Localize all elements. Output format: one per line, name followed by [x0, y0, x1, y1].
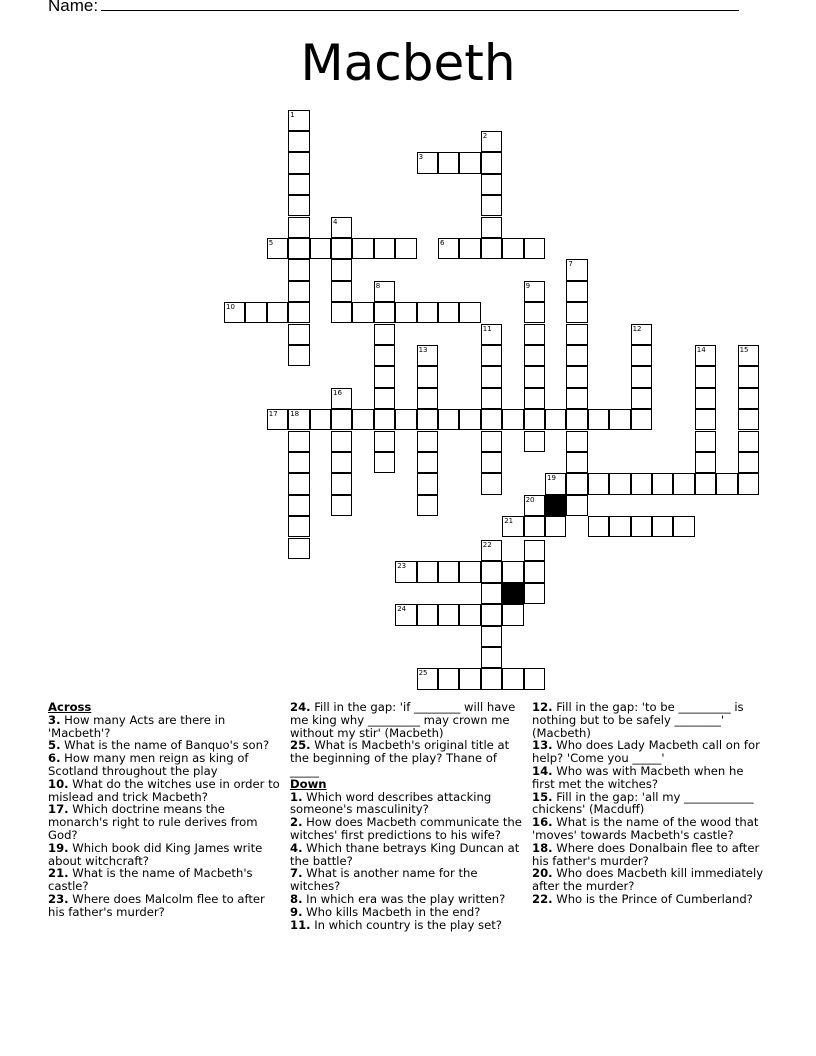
grid-cell[interactable]	[331, 473, 352, 494]
grid-cell[interactable]	[502, 561, 523, 582]
clue-column-3	[532, 701, 766, 906]
clue-number: 23	[397, 562, 407, 571]
clue-item	[532, 765, 766, 791]
grid-cell[interactable]	[331, 388, 352, 409]
grid-cell[interactable]	[417, 473, 438, 494]
grid-cell[interactable]	[331, 259, 352, 280]
grid-cell[interactable]	[738, 452, 759, 473]
clue-num: 18.	[532, 840, 553, 855]
grid-cell[interactable]	[417, 152, 438, 173]
clue-item	[290, 919, 524, 932]
grid-cell[interactable]	[288, 259, 309, 280]
grid-cell[interactable]	[374, 324, 395, 345]
grid-cell[interactable]	[738, 473, 759, 494]
clue-number: 24	[397, 605, 407, 614]
grid-cell[interactable]	[566, 366, 587, 387]
grid-cell[interactable]	[331, 431, 352, 452]
clue-num: 3.	[48, 712, 61, 727]
name-label: Name:	[48, 0, 99, 15]
clue-text: What is the name of Macbeth's castle?	[48, 866, 253, 894]
clue-item	[48, 714, 280, 740]
grid-cell[interactable]	[481, 561, 502, 582]
grid-cell[interactable]	[631, 409, 652, 430]
clue-num: 25.	[290, 738, 311, 753]
clue-num: 12.	[532, 700, 553, 714]
clue-number: 19	[547, 474, 556, 483]
clue-num: 23.	[48, 891, 69, 906]
clue-num: 8.	[290, 891, 303, 906]
grid-cell[interactable]	[288, 217, 309, 238]
clue-text: Which thane betrays King Duncan at the battle?	[290, 840, 520, 868]
grid-cell[interactable]	[374, 409, 395, 430]
clue-text: Who is the Prince of Cumberland?	[552, 891, 753, 906]
grid-cell[interactable]	[631, 324, 652, 345]
clue-text: Where does Donalbain flee to after his father's murder?	[532, 840, 760, 868]
clue-text: How many Acts are there in 'Macbeth'?	[48, 712, 226, 740]
clue-text: Which book did King James write about witchcraft?	[48, 840, 263, 868]
clue-number: 1	[290, 110, 295, 119]
clue-text: What is another name for the witches?	[290, 866, 478, 894]
grid-cell[interactable]	[374, 238, 395, 259]
clue-item	[532, 739, 766, 765]
grid-cell[interactable]	[288, 131, 309, 152]
clue-item	[290, 842, 524, 868]
grid-cell[interactable]	[352, 302, 373, 323]
clue-text: Which doctrine means the monarch's right to rule derives from God?	[48, 802, 258, 842]
clue-number: 7	[568, 260, 573, 269]
grid-cell[interactable]	[524, 495, 545, 516]
clue-item	[290, 867, 524, 893]
grid-cell[interactable]	[374, 281, 395, 302]
clue-num: 14.	[532, 763, 553, 778]
grid-cell[interactable]	[288, 409, 309, 430]
grid-cell[interactable]	[395, 561, 416, 582]
clue-text: In which country is the play set?	[310, 917, 502, 932]
grid-cell[interactable]	[481, 473, 502, 494]
grid-cell[interactable]	[652, 516, 673, 537]
grid-cell[interactable]	[481, 324, 502, 345]
grid-cell[interactable]	[267, 302, 288, 323]
clue-num: 22.	[532, 891, 553, 906]
clue-item	[48, 778, 280, 804]
clue-number: 22	[482, 541, 492, 549]
clue-item	[532, 791, 766, 817]
grid-cell[interactable]	[524, 388, 545, 409]
grid-cell[interactable]	[417, 431, 438, 452]
clue-text: What do the witches use in order to mislead and trick Macbeth?	[48, 776, 280, 804]
down-heading: Down	[290, 776, 327, 791]
grid-cell[interactable]	[438, 409, 459, 430]
clue-num: 9.	[290, 904, 303, 919]
clue-number: 13	[418, 345, 428, 354]
grid-cell[interactable]	[267, 238, 288, 259]
grid-cell[interactable]	[331, 409, 352, 430]
grid-cell[interactable]	[695, 473, 716, 494]
clue-num: 20.	[532, 866, 553, 881]
grid-cell[interactable]	[738, 345, 759, 366]
clue-text: Which word describes attacking someone's masculinity?	[290, 789, 492, 817]
clue-num: 17.	[48, 802, 69, 817]
clue-num: 4.	[290, 840, 303, 855]
clue-text: How many men reign as king of Scotland throughout the play	[48, 751, 249, 778]
grid-cell[interactable]	[738, 431, 759, 452]
clue-num: 1.	[290, 789, 303, 804]
grid-cell[interactable]	[738, 366, 759, 387]
grid-cell[interactable]	[695, 388, 716, 409]
clue-number: 12	[632, 324, 642, 333]
grid-cell[interactable]	[395, 238, 416, 259]
grid-cell[interactable]	[438, 238, 459, 259]
grid-cell[interactable]	[588, 516, 609, 537]
clue-item	[48, 893, 280, 919]
clue-num: 11.	[290, 917, 311, 932]
grid-cell[interactable]	[395, 409, 416, 430]
grid-cell[interactable]	[566, 452, 587, 473]
grid-cell[interactable]	[481, 195, 502, 216]
grid-cell[interactable]	[481, 174, 502, 195]
grid-cell[interactable]	[481, 452, 502, 473]
grid-cell[interactable]	[288, 473, 309, 494]
grid-cell[interactable]	[438, 604, 459, 625]
grid-cell[interactable]	[481, 238, 502, 259]
grid-cell[interactable]	[481, 131, 502, 152]
clue-item	[48, 867, 280, 893]
grid-cell[interactable]	[631, 366, 652, 387]
clue-num: 2.	[290, 815, 303, 830]
grid-cell[interactable]	[631, 345, 652, 366]
grid-cell[interactable]	[331, 217, 352, 238]
grid-cell[interactable]	[417, 345, 438, 366]
clue-item	[48, 842, 280, 868]
clue-text: In which era was the play written?	[302, 891, 506, 906]
clue-number: 14	[696, 345, 706, 354]
grid-cell[interactable]	[459, 668, 480, 689]
clue-text: Who does Lady Macbeth call on for help? 'Come you _____'	[532, 738, 760, 766]
clue-item	[532, 893, 766, 906]
grid-cell[interactable]	[609, 473, 630, 494]
grid-cell[interactable]	[331, 495, 352, 516]
grid-cell[interactable]	[524, 238, 545, 259]
clue-num: 7.	[290, 866, 303, 881]
grid-cell[interactable]	[738, 388, 759, 409]
grid-cell[interactable]	[545, 473, 566, 494]
grid-cell[interactable]	[566, 495, 587, 516]
clue-item	[532, 842, 766, 868]
grid-cell[interactable]	[438, 302, 459, 323]
grid-cell[interactable]	[524, 561, 545, 582]
grid-cell[interactable]	[566, 473, 587, 494]
grid-cell[interactable]	[716, 473, 737, 494]
grid-cell[interactable]	[459, 561, 480, 582]
down-clue-list-continued	[532, 701, 766, 906]
grid-cell[interactable]	[481, 431, 502, 452]
grid-cell[interactable]	[609, 516, 630, 537]
grid-cell[interactable]	[267, 409, 288, 430]
grid-cell[interactable]	[438, 668, 459, 689]
clue-num: 21.	[48, 866, 69, 881]
down-clue-list	[290, 791, 524, 932]
grid-cell[interactable]	[566, 431, 587, 452]
clue-number: 8	[375, 281, 381, 290]
grid-cell[interactable]	[502, 409, 523, 430]
clue-number: 25	[418, 669, 428, 678]
grid-cell[interactable]	[545, 516, 566, 537]
clue-item	[290, 816, 524, 842]
grid-cell[interactable]	[288, 516, 309, 537]
grid-cell[interactable]	[502, 238, 523, 259]
clue-number: 17	[268, 410, 278, 419]
page-title: Macbeth	[300, 34, 516, 92]
clue-number: 2	[482, 131, 488, 140]
clue-number: 20	[525, 495, 535, 504]
grid-cell[interactable]	[374, 366, 395, 387]
grid-cell[interactable]	[524, 324, 545, 345]
clue-number: 4	[333, 217, 338, 226]
grid-cell[interactable]	[288, 302, 309, 323]
grid-cell[interactable]	[566, 259, 587, 280]
grid-cell[interactable]	[545, 409, 566, 430]
grid-cell[interactable]	[352, 238, 373, 259]
grid-cell[interactable]	[288, 324, 309, 345]
clue-number: 9	[525, 281, 531, 290]
grid-cell[interactable]	[288, 195, 309, 216]
grid-cell[interactable]	[288, 110, 309, 131]
grid-cell[interactable]	[695, 431, 716, 452]
grid-cell[interactable]	[331, 302, 352, 323]
grid-cell[interactable]	[417, 561, 438, 582]
clue-number: 10	[226, 303, 235, 312]
grid-cell[interactable]	[481, 366, 502, 387]
grid-cell[interactable]	[481, 540, 502, 561]
blocked-cell	[502, 583, 523, 604]
grid-cell[interactable]	[459, 409, 480, 430]
clue-text: Who kills Macbeth in the end?	[302, 904, 481, 919]
grid-cell[interactable]	[438, 152, 459, 173]
grid-cell[interactable]	[331, 452, 352, 473]
grid-cell[interactable]	[288, 238, 309, 259]
clue-column-1	[48, 701, 280, 919]
clue-item	[532, 816, 766, 842]
clue-num: 5.	[48, 738, 61, 753]
clue-num: 24.	[290, 700, 311, 714]
grid-cell[interactable]	[417, 495, 438, 516]
grid-cell[interactable]	[566, 324, 587, 345]
grid-cell[interactable]	[288, 152, 309, 173]
grid-cell[interactable]	[331, 238, 352, 259]
grid-cell[interactable]	[245, 302, 266, 323]
clue-number: 6	[440, 238, 445, 247]
across-clue-list	[48, 714, 280, 919]
grid-cell[interactable]	[417, 604, 438, 625]
grid-cell[interactable]	[459, 604, 480, 625]
grid-cell[interactable]	[566, 281, 587, 302]
grid-cell[interactable]	[673, 516, 694, 537]
grid-cell[interactable]	[481, 152, 502, 173]
clue-column-2	[290, 701, 524, 931]
grid-cell[interactable]	[417, 302, 438, 323]
clue-number: 5	[268, 238, 274, 247]
grid-cell[interactable]	[695, 409, 716, 430]
clue-item	[290, 701, 524, 739]
grid-cell[interactable]	[417, 388, 438, 409]
grid-cell[interactable]	[288, 281, 309, 302]
grid-cell[interactable]	[524, 668, 545, 689]
clue-text: Who does Macbeth kill immediately after the murder?	[532, 866, 764, 894]
grid-cell[interactable]	[695, 452, 716, 473]
grid-cell[interactable]	[524, 540, 545, 561]
clue-num: 16.	[532, 815, 553, 830]
clue-item	[48, 803, 280, 841]
clue-text: What is the name of the wood that 'moves' towards Macbeth's castle?	[532, 815, 759, 842]
clue-item	[532, 701, 766, 739]
clue-item	[290, 791, 524, 817]
grid-cell[interactable]	[481, 626, 502, 647]
grid-cell[interactable]	[524, 431, 545, 452]
grid-cell[interactable]	[417, 366, 438, 387]
clue-number: 3	[418, 153, 424, 162]
grid-cell[interactable]	[481, 647, 502, 668]
grid-cell[interactable]	[609, 409, 630, 430]
grid-cell[interactable]	[288, 538, 309, 559]
grid-cell[interactable]	[395, 302, 416, 323]
grid-cell[interactable]	[481, 217, 502, 238]
grid-cell[interactable]	[374, 431, 395, 452]
grid-cell[interactable]	[631, 516, 652, 537]
clue-item	[48, 752, 280, 778]
clue-number: 16	[333, 388, 342, 397]
blocked-cell	[545, 495, 566, 516]
grid-cell[interactable]	[459, 238, 480, 259]
clue-num: 13.	[532, 738, 553, 753]
grid-cell[interactable]	[417, 452, 438, 473]
clue-num: 6.	[48, 751, 61, 766]
grid-cell[interactable]	[288, 495, 309, 516]
grid-cell[interactable]	[566, 302, 587, 323]
grid-cell[interactable]	[502, 668, 523, 689]
grid-cell[interactable]	[374, 452, 395, 473]
clue-number: 21	[504, 517, 514, 526]
clue-item	[532, 867, 766, 893]
grid-cell[interactable]	[374, 345, 395, 366]
grid-cell[interactable]	[524, 366, 545, 387]
grid-cell[interactable]	[481, 345, 502, 366]
grid-cell[interactable]	[331, 281, 352, 302]
grid-cell[interactable]	[631, 473, 652, 494]
grid-cell[interactable]	[374, 388, 395, 409]
grid-cell[interactable]	[459, 302, 480, 323]
grid-cell[interactable]	[459, 152, 480, 173]
clue-text: Fill in the gap: 'if ________ will have me king why _________ may crown me without my stir' (Macbeth)	[290, 700, 516, 740]
grid-cell[interactable]	[524, 409, 545, 430]
grid-cell[interactable]	[481, 583, 502, 604]
clue-number: 18	[290, 410, 300, 419]
grid-cell[interactable]	[288, 345, 309, 366]
grid-cell[interactable]	[310, 409, 331, 430]
grid-cell[interactable]	[502, 516, 523, 537]
grid-cell[interactable]	[588, 473, 609, 494]
grid-cell[interactable]	[673, 473, 694, 494]
grid-cell[interactable]	[524, 302, 545, 323]
grid-cell[interactable]	[524, 281, 545, 302]
grid-cell[interactable]	[352, 409, 373, 430]
grid-cell[interactable]	[481, 388, 502, 409]
grid-cell[interactable]	[502, 604, 523, 625]
clue-text: Who was with Macbeth when he first met the witches?	[532, 763, 744, 791]
across-heading: Across	[48, 700, 92, 714]
grid-cell[interactable]	[288, 174, 309, 195]
across-clue-list-continued	[290, 701, 524, 778]
grid-cell[interactable]	[566, 388, 587, 409]
clue-num: 15.	[532, 789, 553, 804]
grid-cell[interactable]	[395, 604, 416, 625]
clue-number: 15	[739, 345, 749, 354]
grid-cell[interactable]	[631, 388, 652, 409]
clue-text: What is the name of Banquo's son?	[60, 738, 270, 753]
clue-num: 19.	[48, 840, 69, 855]
clue-text: What is Macbeth's original title at the beginning of the play? Thane of _____	[290, 738, 510, 778]
grid-cell[interactable]	[524, 516, 545, 537]
grid-cell[interactable]	[481, 409, 502, 430]
clue-text: Where does Malcolm flee to after his father's murder?	[48, 891, 265, 919]
grid-cell[interactable]	[588, 409, 609, 430]
clue-item	[290, 739, 524, 777]
grid-cell[interactable]	[374, 302, 395, 323]
grid-cell[interactable]	[695, 366, 716, 387]
clue-num: 10.	[48, 776, 69, 791]
clue-text: How does Macbeth communicate the witches' first predictions to his wife?	[290, 815, 522, 842]
grid-cell[interactable]	[738, 409, 759, 430]
grid-cell[interactable]	[566, 409, 587, 430]
grid-cell[interactable]	[524, 583, 545, 604]
grid-cell[interactable]	[417, 668, 438, 689]
grid-cell[interactable]	[481, 604, 502, 625]
grid-cell[interactable]	[566, 345, 587, 366]
grid-cell[interactable]	[288, 431, 309, 452]
grid-cell[interactable]	[288, 452, 309, 473]
grid-cell[interactable]	[224, 302, 245, 323]
grid-cell[interactable]	[695, 345, 716, 366]
grid-cell[interactable]	[652, 473, 673, 494]
grid-cell[interactable]	[481, 668, 502, 689]
grid-cell[interactable]	[438, 561, 459, 582]
clue-text: Fill in the gap: 'to be _________ is nothing but to be safely ________' (Macbeth)	[532, 700, 744, 740]
clue-number: 11	[482, 324, 492, 333]
grid-cell[interactable]	[417, 409, 438, 430]
grid-cell[interactable]	[310, 238, 331, 259]
clue-text: Fill in the gap: 'all my ____________ chickens' (Macduff)	[532, 789, 754, 817]
grid-cell[interactable]	[524, 345, 545, 366]
